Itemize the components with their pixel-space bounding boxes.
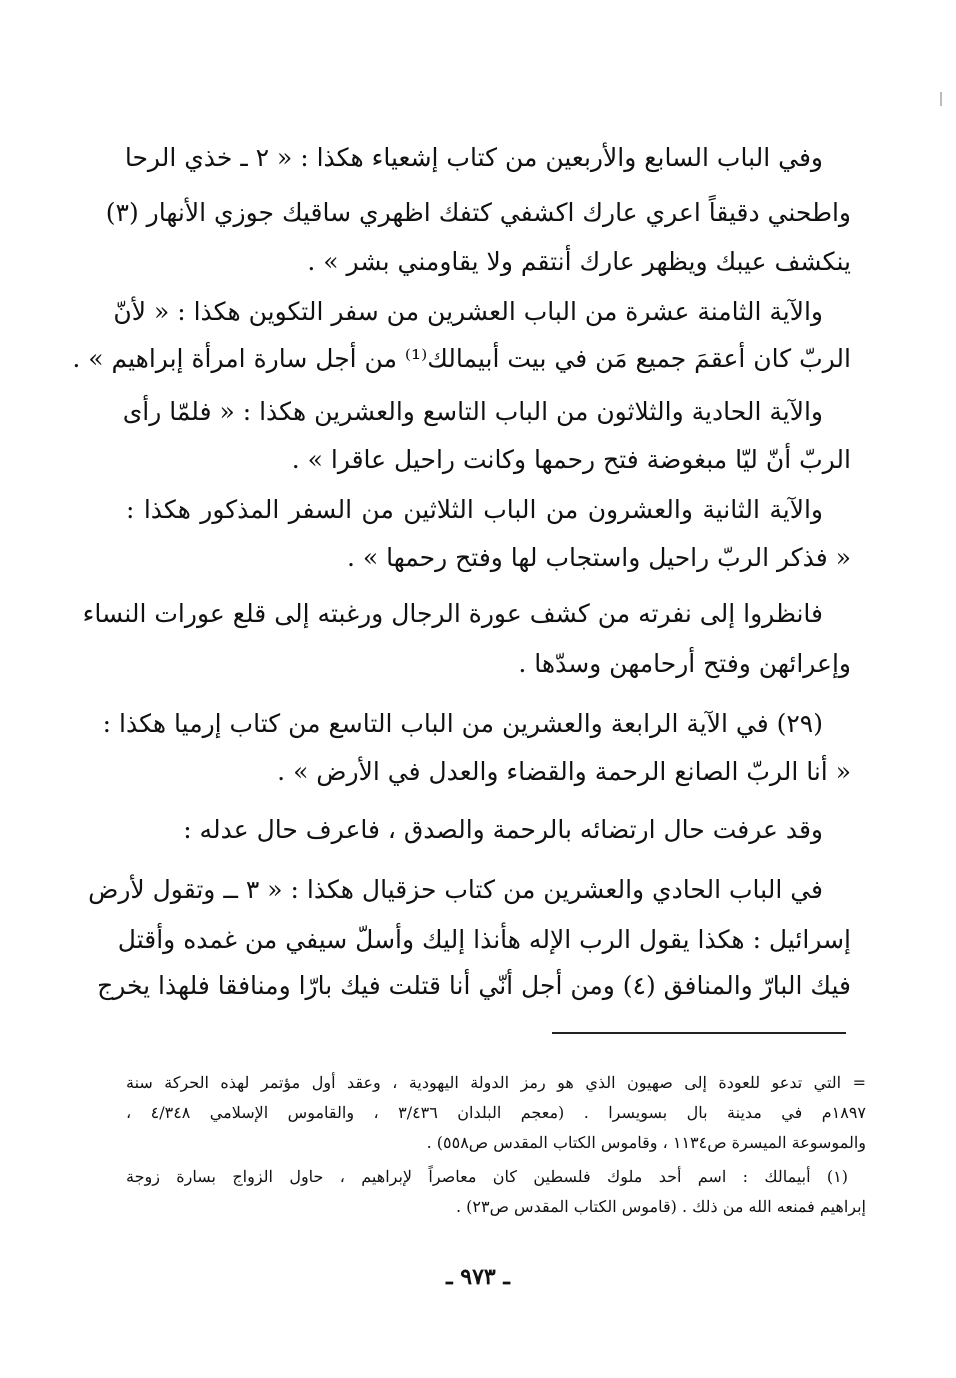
body-line: والآية الثانية والعشرون من الباب الثلاثين من السفر المذكور هكذا :: [126, 495, 823, 524]
body-line: وإعرائهن وفتح أرحامهن وسدّها .: [518, 649, 851, 678]
body-line: وفي الباب السابع والأربعين من كتاب إشعياء هكذا : « ٢ ـ خذي الرحا: [124, 143, 823, 172]
body-line: (٢٩) في الآية الرابعة والعشرين من الباب التاسع من كتاب إرميا هكذا :: [102, 709, 823, 738]
body-line: ينكشف عيبك ويظهر عارك أنتقم ولا يقاومني بشر » .: [307, 247, 851, 276]
footnote-separator: [552, 1032, 846, 1034]
body-line: واطحني دقيقاً اعري عارك اكشفي كتفك اظهري ساقيك جوزي الأنهار (٣): [105, 198, 851, 227]
footnote-line: (١) أبيمالك : اسم أحد ملوك فلسطين كان معاصراً لإبراهيم ، حاول الزواج بسارة زوجة: [126, 1167, 848, 1186]
scan-speck: [940, 92, 942, 106]
footnote-line: إبراهيم فمنعه الله من ذلك . (قاموس الكتاب المقدس ص٢٣) .: [456, 1197, 866, 1216]
body-line: في الباب الحادي والعشرين من كتاب حزقيال هكذا : « ٣ ــ وتقول لأرض: [88, 875, 823, 904]
page-number: ـ ٩٧٣ ـ: [446, 1264, 510, 1290]
footnote-line: = التي تدعو للعودة إلى صهيون الذي هو رمز الدولة اليهودية ، وعقد أول مؤتمر لهذه الحركة سنة: [126, 1073, 866, 1092]
footnote-line: والموسوعة الميسرة ص١١٣٤ ، وقاموس الكتاب المقدس ص٥٥٨) .: [426, 1133, 866, 1152]
body-line: « فذكر الربّ راحيل واستجاب لها وفتح رحمها » .: [346, 543, 851, 572]
body-line: فانظروا إلى نفرته من كشف عورة الرجال ورغبته إلى قلع عورات النساء: [82, 599, 823, 628]
body-line: فيك البارّ والمنافق (٤) ومن أجل أنّي أنا قتلت فيك بارّا ومنافقا فلهذا يخرج: [97, 971, 851, 1000]
footnote-line: ١٨٩٧م في مدينة بال بسويسرا . (معجم البلدان ٣/٤٣٦ ، والقاموس الإسلامي ٤/٣٤٨ ،: [126, 1103, 867, 1122]
body-line: « أنا الربّ الصانع الرحمة والقضاء والعدل في الأرض » .: [277, 757, 851, 786]
body-line: والآية الثامنة عشرة من الباب العشرين من سفر التكوين هكذا : « لأنّ: [113, 297, 823, 326]
body-line: إسرائيل : هكذا يقول الرب الإله هأنذا إليك وأسلّ سيفي من غمده وأقتل: [117, 925, 851, 954]
body-line: الربّ أنّ ليّا مبغوضة فتح رحمها وكانت راحيل عاقرا » .: [291, 445, 851, 474]
body-line: وقد عرفت حال ارتضائه بالرحمة والصدق ، فاعرف حال عدله :: [183, 815, 823, 844]
body-line: الربّ كان أعقمَ جميع مَن في بيت أبيمالك⁽¹⁾ من أجل سارة امرأة إبراهيم » .: [72, 344, 851, 373]
body-line: والآية الحادية والثلاثون من الباب التاسع والعشرين هكذا : « فلمّا رأى: [122, 397, 823, 426]
